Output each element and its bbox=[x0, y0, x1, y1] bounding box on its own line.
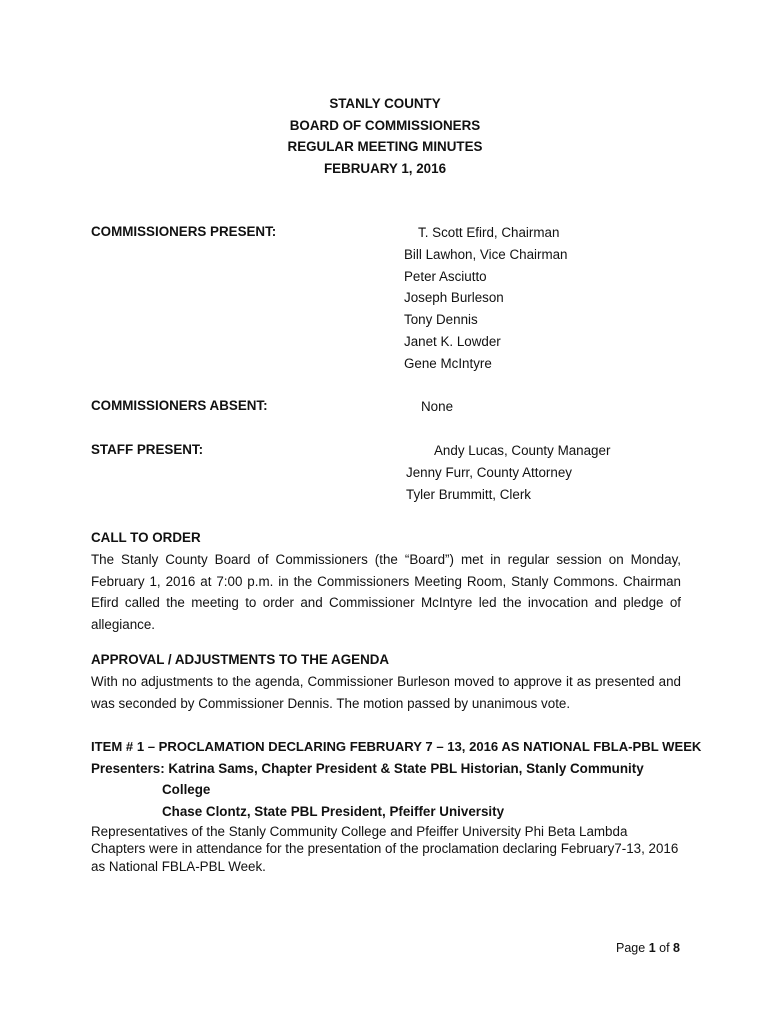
item1-text: Representatives of the Stanly Community College and Pfeiffer University Phi Beta Lambda Chapters were in attendance for the presentation of the proclamation declaring February7-13, 2016 as National FBLA-PBL Week. bbox=[91, 823, 679, 874]
item1-heading: ITEM # 1 – PROCLAMATION DECLARING FEBRUARY 7 – 13, 2016 AS NATIONAL FBLA-PBL WEEK bbox=[91, 739, 702, 754]
staff-member: Andy Lucas, County Manager bbox=[434, 443, 611, 458]
present-member: Peter Asciutto bbox=[404, 269, 487, 284]
present-member: T. Scott Efird, Chairman bbox=[418, 225, 560, 240]
approval-heading: APPROVAL / ADJUSTMENTS TO THE AGENDA bbox=[91, 652, 390, 667]
present-member: Bill Lawhon, Vice Chairman bbox=[404, 247, 568, 262]
item1-presenters-cont: College bbox=[162, 782, 211, 798]
document-title bbox=[0, 93, 770, 180]
page-total: 8 bbox=[673, 941, 680, 955]
staff-present-label: STAFF PRESENT: bbox=[91, 442, 204, 457]
staff-member: Jenny Furr, County Attorney bbox=[406, 465, 572, 480]
approval-text: With no adjustments to the agenda, Commissioner Burleson moved to approve it as presented and was seconded by Commissioner Dennis. The motion passed by unanimous vote. bbox=[91, 673, 681, 711]
present-member: Tony Dennis bbox=[404, 312, 478, 327]
present-member: Joseph Burleson bbox=[404, 290, 504, 305]
item1-section bbox=[91, 736, 702, 876]
title-line-date: FEBRUARY 1, 2016 bbox=[323, 161, 447, 177]
staff-member: Tyler Brummitt, Clerk bbox=[406, 487, 531, 502]
present-member: Janet K. Lowder bbox=[404, 334, 501, 349]
call-to-order-text: The Stanly County Board of Commissioners (the “Board”) met in regular session on Monday, February 1, 2016 at 7:00 p.m. in the Commissioners Meeting Room, Stanly Commons. Chairman Efird called the meeting to order and Commissioner McIntyre led the invocation and pledge of allegiance. bbox=[91, 551, 681, 633]
item1-presenters: Presenters: Katrina Sams, Chapter President & State PBL Historian, Stanly Community bbox=[91, 760, 644, 776]
page-number bbox=[616, 941, 680, 955]
absent-value: None bbox=[421, 399, 454, 414]
commissioners-absent-label: COMMISSIONERS ABSENT: bbox=[91, 398, 268, 413]
page-word: Page bbox=[616, 941, 646, 955]
commissioners-present-label: COMMISSIONERS PRESENT: bbox=[91, 224, 277, 239]
call-to-order-heading: CALL TO ORDER bbox=[91, 530, 201, 545]
item1-presenter2: Chase Clontz, State PBL President, Pfeiffer University bbox=[162, 804, 505, 820]
title-line-board: BOARD OF COMMISSIONERS bbox=[289, 117, 481, 133]
approval-section bbox=[91, 649, 681, 714]
present-member: Gene McIntyre bbox=[404, 356, 492, 371]
page-of-word: of bbox=[659, 941, 670, 955]
call-to-order-section bbox=[91, 527, 681, 636]
title-line-minutes: REGULAR MEETING MINUTES bbox=[287, 139, 483, 155]
page-current: 1 bbox=[648, 941, 656, 955]
title-line-county: STANLY COUNTY bbox=[329, 96, 441, 111]
